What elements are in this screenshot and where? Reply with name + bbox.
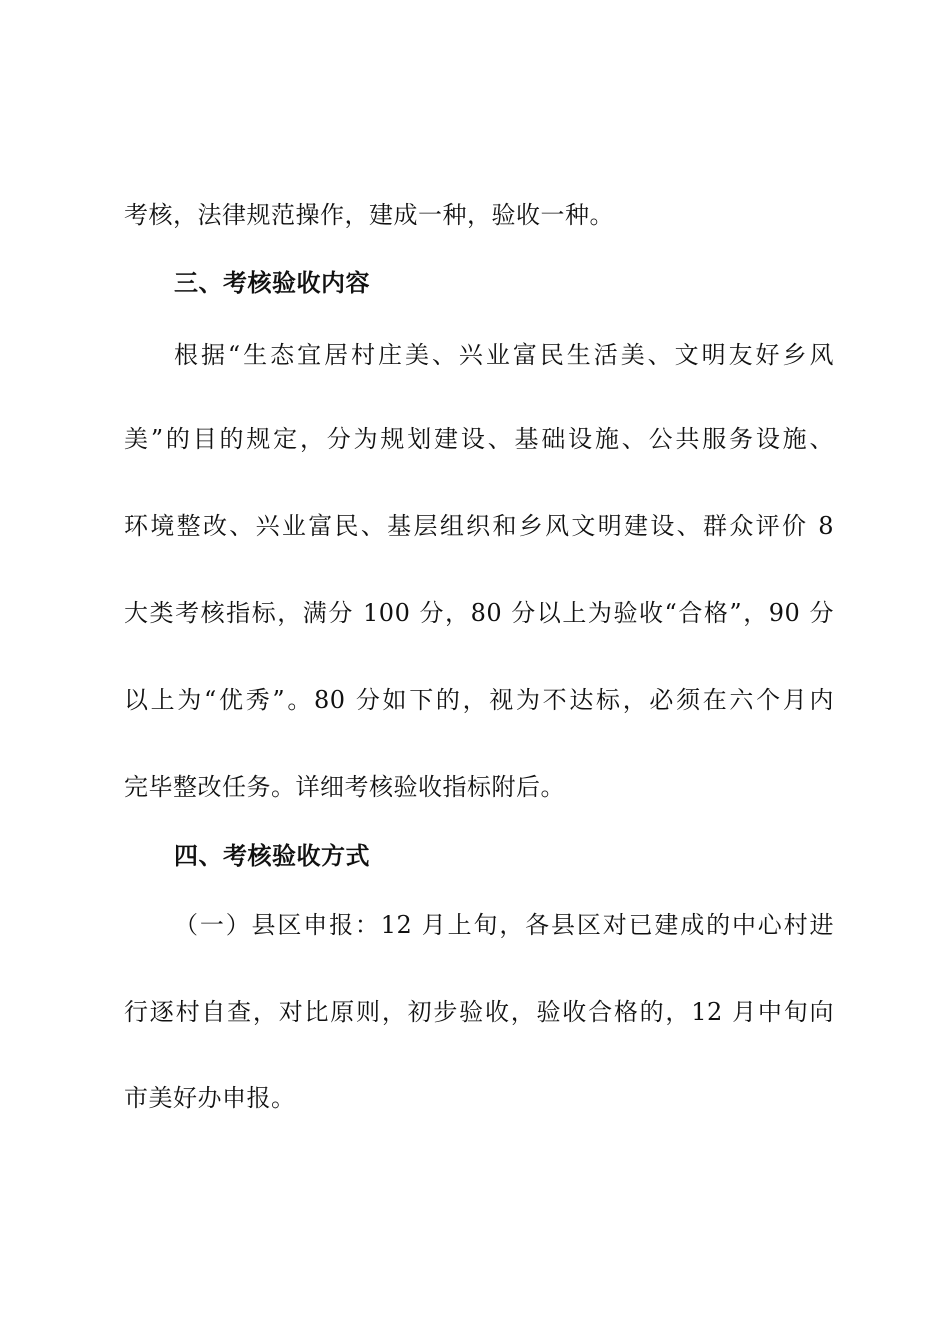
paragraph-line: 大类考核指标，满分 100 分，80 分以上为验收“合格”，90 分 <box>124 599 834 627</box>
paragraph-line: 考核，法律规范操作，建成一种，验收一种。 <box>124 201 614 229</box>
paragraph-line: （一）县区申报：12 月上旬，各县区对已建成的中心村进 <box>174 911 834 939</box>
paragraph-line: 根据“生态宜居村庄美、兴业富民生活美、文明友好乡风 <box>174 341 834 369</box>
paragraph-line: 以上为“优秀”。80 分如下的，视为不达标，必须在六个月内 <box>124 686 834 714</box>
paragraph-line: 市美好办申报。 <box>124 1084 296 1112</box>
paragraph-line: 完毕整改任务。详细考核验收指标附后。 <box>124 773 565 801</box>
section-heading-four: 四、考核验收方式 <box>174 842 370 870</box>
paragraph-line: 行逐村自查，对比原则，初步验收，验收合格的，12 月中旬向 <box>124 998 834 1026</box>
paragraph-line: 美”的目的规定，分为规划建设、基础设施、公共服务设施、 <box>124 425 834 453</box>
paragraph-line: 环境整改、兴业富民、基层组织和乡风文明建设、群众评价 8 <box>124 512 834 540</box>
section-heading-three: 三、考核验收内容 <box>174 269 370 297</box>
